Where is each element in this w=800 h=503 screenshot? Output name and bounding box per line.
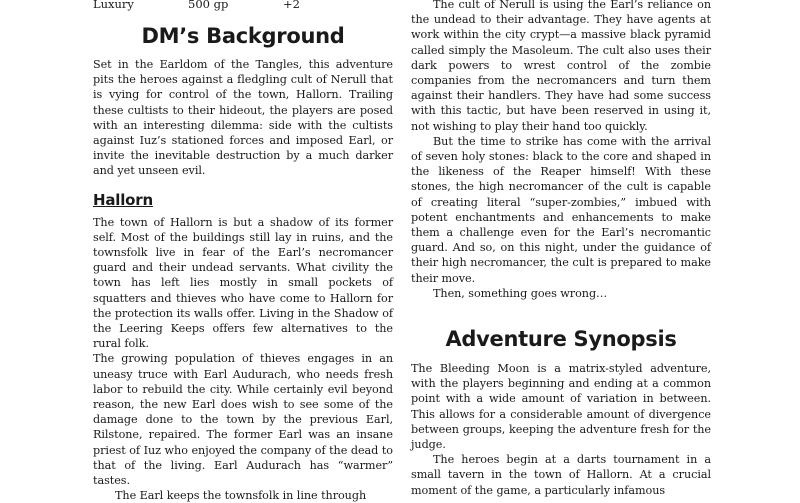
dm-background-paragraph: Set in the Earldom of the Tangles, this adventure pits the heroes against a fledgling cult of Nerull that is vying for control of the town, Hallorn. Trailing these cultists to their hideout, the players are posed with an interesting dilemma: side with the cultists against Iuz’s stationed forces and imposed Earl, or invite the inevitable destruction by a much darker and yet unseen evil. bbox=[93, 58, 393, 178]
hallorn-paragraph-3: The Earl keeps the townsfolk in line through bbox=[115, 489, 367, 503]
dm-background-heading: DM’s Background bbox=[141, 24, 345, 48]
hallorn-paragraph-2: The growing population of thieves engages in an uneasy truce with Earl Audurach, who needs fresh labor to rebuild the city. While certainly evil beyond reason, the new Earl does wish to see some of the damage done to the town by the previous Earl, Rilstone, repaired. The former Earl was an insane priest of Iuz who enjoyed the company of the dead to that of the living. Earl Audurach has “warmer” tastes. bbox=[93, 352, 393, 488]
cult-paragraph-1: The cult of Nerull is using the Earl’s reliance on the undead to their advantage. They have agents at work within the city crypt—a massive black pyramid called simply the Masoleum. The cult also uses their dark powers to wrest control of the zombie companies from the necromancers and turn them against their handlers. They have had some success with this tactic, but have been reserved in using it, not wishing to play their hand too quickly. bbox=[411, 0, 711, 133]
cult-paragraph-2: But the time to strike has come with the arrival of seven holy stones: black to the core and shaped in the likeness of the Reaper himself! With these stones, the high necromancer of the cult is capable of creating literal “super-zombies,” imbued with potent enchantments and enhancements to make them a challenge even for the Earl’s necromantic guard. And so, on this night, under the guidance of their high necromancer, the cult is prepared to make their move. bbox=[411, 134, 711, 285]
table-cell-item: Luxury bbox=[93, 0, 134, 11]
table-cell-cost: 500 gp bbox=[188, 0, 229, 11]
table-cell-modifier: +2 bbox=[283, 0, 300, 11]
adventure-synopsis-heading: Adventure Synopsis bbox=[445, 327, 677, 352]
right-column bbox=[411, 0, 711, 497]
synopsis-paragraph-2: The heroes begin at a darts tournament in a small tavern in the town of Hallorn. At a crucial moment of the game, a particularly infamous bbox=[411, 453, 711, 497]
lifestyle-table-row bbox=[93, 0, 393, 12]
hallorn-paragraph-1: The town of Hallorn is but a shadow of its former self. Most of the buildings still lay in ruins, and the townsfolk live in fear of the Earl’s necromancer guard and their undead servants. What civility the town has left lies mostly in small pockets of squatters and thieves who have come to Hallorn for the protection its walls offer. Living in the Shadow of the Leering Keeps offers few alternatives to the rural folk. bbox=[93, 215, 393, 351]
left-column bbox=[93, 0, 393, 503]
cult-paragraph-3: Then, something goes wrong… bbox=[433, 286, 608, 300]
hallorn-heading: Hallorn bbox=[93, 190, 153, 209]
synopsis-paragraph-1: The Bleeding Moon is a matrix-styled adventure, with the players beginning and ending at a common point with a wide amount of variation in between. This allows for a considerable amount of divergence between groups, keeping the adventure fresh for the judge. bbox=[411, 362, 711, 452]
